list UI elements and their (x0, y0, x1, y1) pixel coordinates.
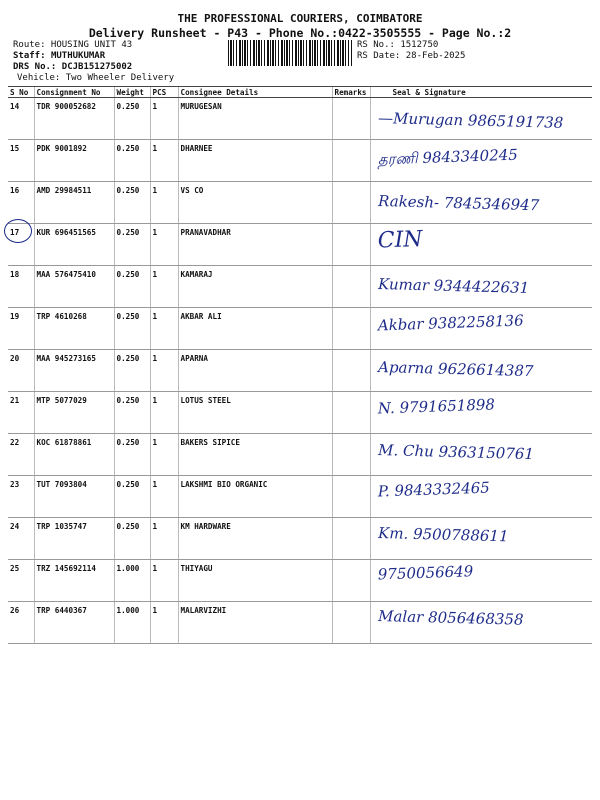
handwritten-signature: Rakesh- 7845346947 (377, 192, 540, 215)
row-pcs: 1 (150, 434, 178, 476)
row-remarks (332, 476, 370, 518)
col-consignment: Consignment No (34, 87, 114, 98)
row-remarks (332, 518, 370, 560)
company-title: THE PROFESSIONAL COURIERS, COIMBATORE (177, 12, 423, 25)
row-weight: 0.250 (114, 308, 150, 350)
row-consignment-no: TDR 900052682 (34, 98, 114, 140)
row-signature-cell (370, 224, 592, 266)
handwritten-signature: CIN (377, 226, 423, 254)
row-consignee: BAKERS SIPICE (178, 434, 332, 476)
row-pcs: 1 (150, 182, 178, 224)
row-pcs: 1 (150, 518, 178, 560)
table-header-row (8, 87, 592, 98)
row-weight: 0.250 (114, 266, 150, 308)
drs-value: DCJB151275002 (61, 62, 133, 72)
col-remarks: Remarks (332, 87, 370, 98)
row-consignment-no: PDK 9001892 (34, 140, 114, 182)
handwritten-signature: —Murugan 9865191738 (377, 109, 564, 132)
row-weight: 0.250 (114, 182, 150, 224)
row-consignee: THIYAGU (178, 560, 332, 602)
row-consignment-no: MTP 5077029 (34, 392, 114, 434)
row-signature-cell (370, 602, 592, 644)
row-signature-cell (370, 560, 592, 602)
row-consignee: MURUGESAN (178, 98, 332, 140)
table-row (8, 266, 592, 308)
row-consignee: KM HARDWARE (178, 518, 332, 560)
handwritten-signature: Aparna 9626614387 (377, 358, 534, 381)
row-consignment-no: TUT 7093804 (34, 476, 114, 518)
handwritten-signature: Akbar 9382258136 (377, 311, 524, 335)
row-signature-cell (370, 140, 592, 182)
row-remarks (332, 224, 370, 266)
row-remarks (332, 434, 370, 476)
row-consignment-no: TRZ 145692114 (34, 560, 114, 602)
vehicle-text: Vehicle: Two Wheeler Delivery (17, 73, 175, 83)
row-sno: 26 (8, 602, 34, 644)
table-row (8, 224, 592, 266)
handwritten-signature: Malar 8056468358 (377, 607, 524, 629)
row-signature-cell (370, 392, 592, 434)
row-remarks (332, 560, 370, 602)
row-sno: 22 (8, 434, 34, 476)
table-row (8, 392, 592, 434)
row-signature-cell (370, 350, 592, 392)
handwritten-signature: 9750056649 (377, 562, 474, 584)
row-weight: 0.250 (114, 392, 150, 434)
row-signature-cell (370, 434, 592, 476)
col-signature: Seal & Signature (370, 87, 592, 98)
row-remarks (332, 308, 370, 350)
table-row (8, 182, 592, 224)
handwritten-signature: தரணி 9843340245 (377, 145, 519, 169)
runsheet-title: Delivery Runsheet - P43 - Phone No.:0422-3505555 - Page No.:2 (88, 26, 512, 40)
row-signature-cell (370, 308, 592, 350)
handwritten-signature: Kumar 9344422631 (377, 275, 530, 297)
col-pcs: PCS (150, 87, 178, 98)
row-weight: 0.250 (114, 476, 150, 518)
row-sno: 14 (8, 98, 34, 140)
row-sno: 19 (8, 308, 34, 350)
row-sno: 20 (8, 350, 34, 392)
row-pcs: 1 (150, 560, 178, 602)
row-17-circle-mark (4, 219, 32, 243)
row-remarks (332, 266, 370, 308)
row-sno: 25 (8, 560, 34, 602)
row-remarks (332, 98, 370, 140)
row-pcs: 1 (150, 266, 178, 308)
row-consignment-no: TRP 1035747 (34, 518, 114, 560)
table-row (8, 350, 592, 392)
table-row (8, 140, 592, 182)
table-row (8, 518, 592, 560)
drs-line (13, 62, 132, 72)
row-remarks (332, 140, 370, 182)
row-remarks (332, 602, 370, 644)
row-weight: 0.250 (114, 224, 150, 266)
row-sno: 21 (8, 392, 34, 434)
rs-date: RS Date: 28-Feb-2025 (357, 51, 466, 61)
runsheet-table (8, 86, 592, 644)
staff-line (13, 51, 105, 61)
row-consignment-no: MAA 576475410 (34, 266, 114, 308)
row-weight: 0.250 (114, 98, 150, 140)
handwritten-signature: Km. 9500788611 (377, 524, 509, 546)
table-row (8, 476, 592, 518)
row-pcs: 1 (150, 476, 178, 518)
row-consignee: MALARVIZHI (178, 602, 332, 644)
row-weight: 0.250 (114, 350, 150, 392)
row-consignee: AKBAR ALI (178, 308, 332, 350)
row-consignment-no: AMD 29984511 (34, 182, 114, 224)
row-pcs: 1 (150, 308, 178, 350)
handwritten-signature: M. Chu 9363150761 (377, 441, 535, 464)
row-pcs: 1 (150, 350, 178, 392)
rs-number: RS No.: 1512750 (357, 40, 439, 50)
col-consignee: Consignee Details (178, 87, 332, 98)
table-row (8, 308, 592, 350)
row-consignment-no: KUR 696451565 (34, 224, 114, 266)
barcode (228, 40, 352, 66)
table-row (8, 98, 592, 140)
table-row (8, 434, 592, 476)
row-sno: 18 (8, 266, 34, 308)
col-weight: Weight (114, 87, 150, 98)
row-sno: 15 (8, 140, 34, 182)
table-row (8, 602, 592, 644)
row-consignee: LAKSHMI BIO ORGANIC (178, 476, 332, 518)
row-weight: 1.000 (114, 560, 150, 602)
row-sno: 23 (8, 476, 34, 518)
col-sno: S No (8, 87, 34, 98)
staff-value: MUTHUKUMAR (50, 51, 106, 61)
row-consignee: DHARNEE (178, 140, 332, 182)
row-consignment-no: TRP 6440367 (34, 602, 114, 644)
row-signature-cell (370, 98, 592, 140)
row-weight: 0.250 (114, 518, 150, 560)
row-sno: 16 (8, 182, 34, 224)
table-row (8, 560, 592, 602)
row-signature-cell (370, 476, 592, 518)
row-signature-cell (370, 266, 592, 308)
row-remarks (332, 392, 370, 434)
row-consignee: APARNA (178, 350, 332, 392)
row-pcs: 1 (150, 98, 178, 140)
row-weight: 0.250 (114, 434, 150, 476)
row-signature-cell (370, 518, 592, 560)
row-weight: 1.000 (114, 602, 150, 644)
row-consignment-no: KOC 61878861 (34, 434, 114, 476)
row-consignment-no: TRP 4610268 (34, 308, 114, 350)
row-consignee: KAMARAJ (178, 266, 332, 308)
row-pcs: 1 (150, 140, 178, 182)
row-remarks (332, 350, 370, 392)
row-weight: 0.250 (114, 140, 150, 182)
row-consignee: VS CO (178, 182, 332, 224)
row-pcs: 1 (150, 392, 178, 434)
row-sno: 17 (8, 224, 34, 266)
row-pcs: 1 (150, 602, 178, 644)
row-signature-cell (370, 182, 592, 224)
handwritten-signature: N. 9791651898 (377, 395, 496, 418)
row-remarks (332, 182, 370, 224)
handwritten-signature: P. 9843332465 (377, 478, 491, 501)
route-text: Route: HOUSING UNIT 43 (13, 40, 133, 50)
row-pcs: 1 (150, 224, 178, 266)
row-sno: 24 (8, 518, 34, 560)
staff-label: Staff: (13, 51, 46, 61)
drs-label: DRS No.: (13, 62, 57, 72)
row-consignee: LOTUS STEEL (178, 392, 332, 434)
row-consignment-no: MAA 945273165 (34, 350, 114, 392)
row-consignee: PRANAVADHAR (178, 224, 332, 266)
